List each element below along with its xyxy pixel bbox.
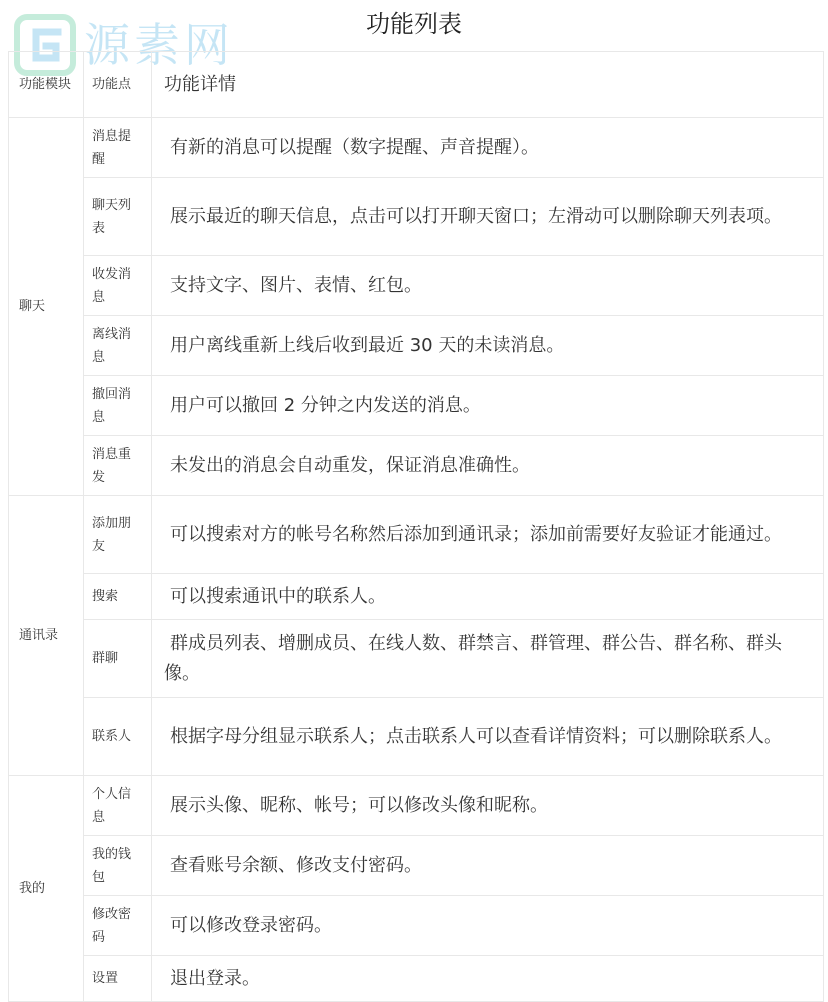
watermark-text: 源素网 [84, 18, 234, 72]
module-cell-mine: 我的 [9, 776, 84, 1002]
point-cell: 添加朋友 [84, 496, 152, 574]
detail-cell [152, 620, 824, 698]
detail-text: 用户离线重新上线后收到最近 30 天的未读消息。 [170, 334, 565, 356]
table-row [9, 620, 824, 698]
table-row [9, 316, 824, 376]
detail-cell [152, 316, 824, 376]
table-row [9, 776, 824, 836]
table-row [9, 574, 824, 620]
detail-cell [152, 178, 824, 256]
point-cell: 个人信息 [84, 776, 152, 836]
detail-cell [152, 376, 824, 436]
table-row [9, 376, 824, 436]
point-cell: 收发消息 [84, 256, 152, 316]
detail-text: 根据字母分组显示联系人；点击联系人可以查看详情资料；可以删除联系人。 [170, 725, 782, 747]
point-cell: 撤回消息 [84, 376, 152, 436]
point-cell: 离线消息 [84, 316, 152, 376]
module-cell-contacts: 通讯录 [9, 496, 84, 776]
point-cell: 群聊 [84, 620, 152, 698]
header-detail: 功能详情 [152, 52, 824, 118]
table-row [9, 896, 824, 956]
table-row [9, 836, 824, 896]
detail-cell [152, 836, 824, 896]
detail-text: 群成员列表、增删成员、在线人数、群禁言、群管理、群公告、群名称、群头像。 [164, 632, 782, 684]
detail-text: 有新的消息可以提醒（数字提醒、声音提醒）。 [170, 136, 539, 158]
header-point: 功能点 [84, 52, 152, 118]
point-cell: 搜索 [84, 574, 152, 620]
feature-table [8, 51, 824, 1002]
detail-text: 展示最近的聊天信息，点击可以打开聊天窗口；左滑动可以删除聊天列表项。 [170, 205, 782, 227]
point-cell: 消息重发 [84, 436, 152, 496]
detail-cell [152, 896, 824, 956]
point-cell: 设置 [84, 956, 152, 1002]
detail-text: 可以搜索对方的帐号名称然后添加到通讯录；添加前需要好友验证才能通过。 [170, 523, 782, 545]
detail-cell [152, 698, 824, 776]
detail-cell [152, 776, 824, 836]
detail-text: 展示头像、昵称、帐号；可以修改头像和昵称。 [170, 794, 548, 816]
table-row [9, 698, 824, 776]
detail-cell [152, 436, 824, 496]
detail-text: 可以修改登录密码。 [170, 914, 332, 936]
table-row [9, 496, 824, 574]
module-cell-chat: 聊天 [9, 118, 84, 496]
detail-text: 支持文字、图片、表情、红包。 [170, 274, 422, 296]
detail-cell [152, 118, 824, 178]
page-title: 功能列表 [366, 10, 462, 38]
table-row [9, 256, 824, 316]
detail-text: 查看账号余额、修改支付密码。 [170, 854, 422, 876]
point-cell: 我的钱包 [84, 836, 152, 896]
table-row [9, 178, 824, 256]
detail-cell [152, 956, 824, 1002]
detail-cell [152, 574, 824, 620]
table-row [9, 436, 824, 496]
detail-text: 退出登录。 [170, 967, 260, 989]
detail-text: 未发出的消息会自动重发，保证消息准确性。 [170, 454, 530, 476]
point-cell: 聊天列表 [84, 178, 152, 256]
table-row [9, 956, 824, 1002]
detail-text: 可以搜索通讯中的联系人。 [170, 585, 386, 607]
detail-text: 用户可以撤回 2 分钟之内发送的消息。 [170, 394, 481, 416]
detail-cell [152, 496, 824, 574]
header-module: 功能模块 [9, 52, 84, 118]
point-cell: 联系人 [84, 698, 152, 776]
point-cell: 消息提醒 [84, 118, 152, 178]
table-row [9, 118, 824, 178]
detail-cell [152, 256, 824, 316]
point-cell: 修改密码 [84, 896, 152, 956]
table-header-row [9, 52, 824, 118]
